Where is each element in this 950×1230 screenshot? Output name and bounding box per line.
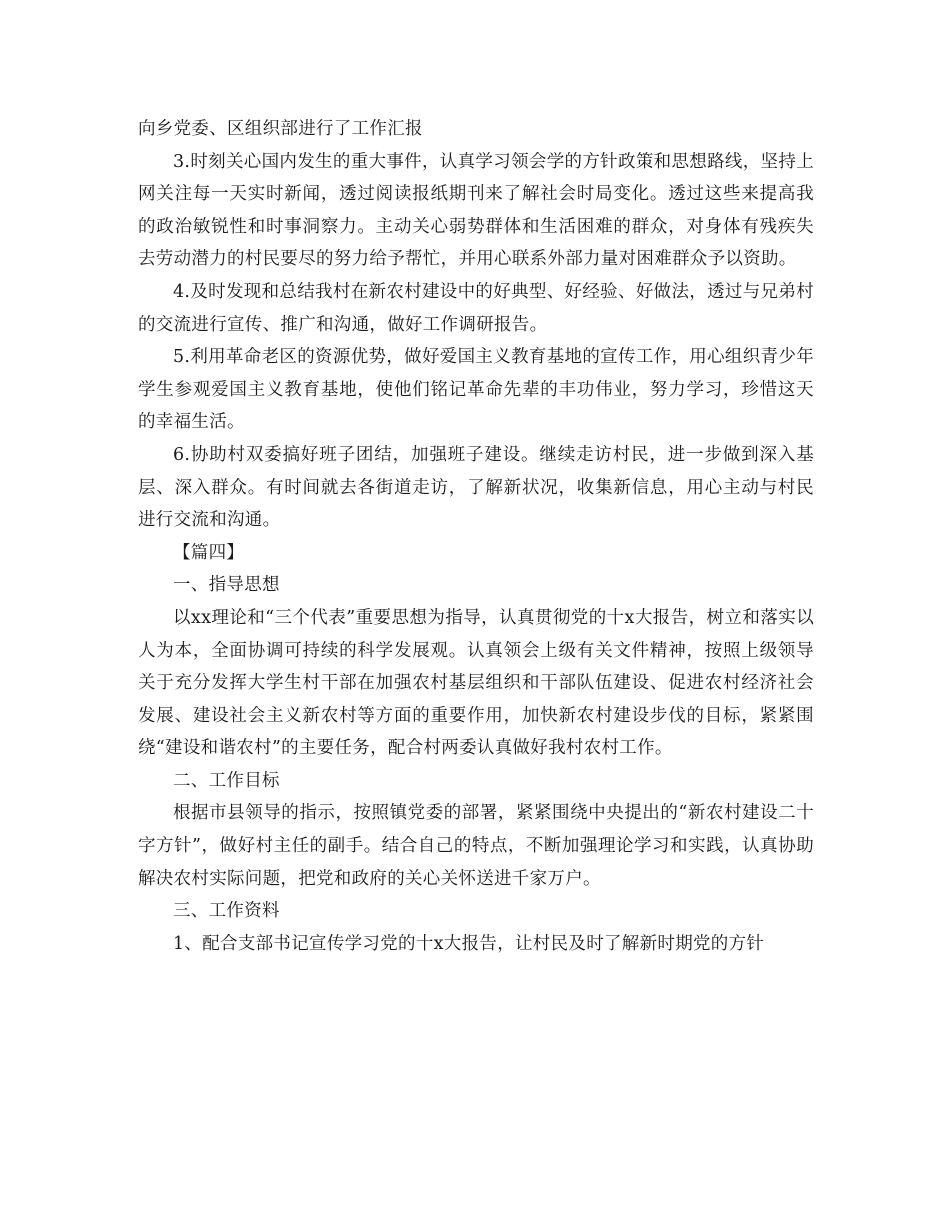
document-body [138,113,814,960]
heading-work-materials: 三、工作资料 [173,901,280,922]
paragraph-item-4: 4.及时发现和总结我村在新农村建设中的好典型、好经验、好做法，透过与兄弟村的交流进行宣传、推广和沟通，做好工作调研报告。 [138,281,814,335]
paragraph-continuation: 向乡党委、区组织部进行了工作汇报 [138,119,423,139]
paragraph-item-6: 6.协助村双委搞好班子团结，加强班子建设。继续走访村民，进一步做到深入基层、深入群众。有时间就去各街道走访，了解新状况，收集新信息，用心主动与村民进行交流和沟通。 [138,444,814,531]
paragraph-work-materials-1: 1、配合支部书记宣传学习党的十x大报告，让村民及时了解新时期党的方针 [173,933,765,954]
paragraph-item-5: 5.利用革命老区的资源优势，做好爱国主义教育基地的宣传工作，用心组织青少年学生参观爱国主义教育基地，使他们铭记革命先辈的丰功伟业，努力学习，珍惜这天的幸福生活。 [138,347,814,433]
heading-work-goals: 二、工作目标 [173,770,280,791]
paragraph-work-goals: 根据市县领导的指示，按照镇党委的部署，紧紧围绕中央提出的“新农村建设二十字方针”，做好村主任的副手。结合自己的特点，不断加强理论学习和实践，认真协助解决农村实际问题，把党和政府的关心关怀送进千家万户。 [138,803,814,889]
section-heading-part-four: 【篇四】 [173,542,245,563]
paragraph-item-3: 3.时刻关心国内发生的重大事件，认真学习领会学的方针政策和思想路线，坚持上网关注每一天实时新闻，透过阅读报纸期刊来了解社会时局变化。透过这些来提高我的政治敏锐性和时事洞察力。主动关心弱势群体和生活困难的群众，对身体有残疾失去劳动潜力的村民要尽的努力给予帮忙，并用心联系外部力量对困难群众予以资助。 [138,151,814,270]
paragraph-guiding-ideology: 以xx理论和“三个代表”重要思想为指导，认真贯彻党的十x大报告，树立和落实以人为本，全面协调可持续的科学发展观。认真领会上级有关文件精神，按照上级领导关于充分发挥大学生村干部在加强农村基层组织和干部队伍建设、促进农村经济社会发展、建设社会主义新农村等方面的重要作用，加快新农村建设步伐的目标，紧紧围绕“建设和谐农村”的主要任务，配合村两委认真做好我村农村工作。 [138,607,814,759]
heading-guiding-ideology: 一、指导思想 [173,575,280,596]
